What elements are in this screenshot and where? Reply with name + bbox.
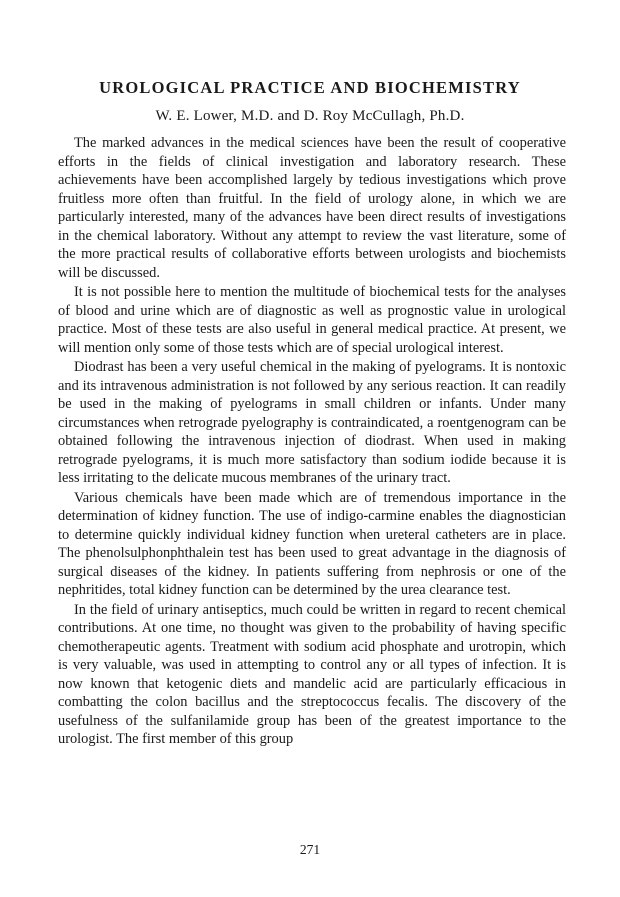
paragraph-5: In the field of urinary antiseptics, much could be written in regard to recent chemical contributions. At one time, no thought was given to the probability of having specific chemotherapeutic agents. Treatment with sodium acid phosphate and urotropin, which is very valuable, was used in attempting to control any or all types of infection. It is now known that ketogenic diets and mandelic acid are particularly efficacious in combatting the colon bacillus and the streptococcus fecalis. The discovery of the usefulness of the sulfanilamide group has been of the greatest importance to the urologist. The first member of this group <box>58 601 566 747</box>
article-title: UROLOGICAL PRACTICE AND BIOCHEMISTRY <box>99 78 521 97</box>
paragraph-1: The marked advances in the medical sciences have been the result of cooperative efforts in the fields of clinical investigation and laboratory research. These achievements have been accomplished largely by tedious investigations which prove fruitless more often than fruitful. In the field of urology alone, in which we are particularly interested, many of the advances have been direct results of investigations in the chemical laboratory. Without any attempt to review the vast literature, some of the more practical results of collaborative efforts between urologists and biochemists will be discussed. <box>58 135 566 281</box>
paragraph-2: It is not possible here to mention the multitude of biochemical tests for the analyses of blood and urine which are of diagnostic as well as prognostic value in urological practice. Most of these tests are also useful in general medical practice. At present, we will mention only some of those tests which are of special urological interest. <box>58 284 566 356</box>
article-body <box>58 134 566 749</box>
article-authors: W. E. Lower, M.D. and D. Roy McCullagh, Ph.D. <box>155 108 465 124</box>
paragraph-3: Diodrast has been a very useful chemical in the making of pyelograms. It is nontoxic and its intravenous administration is not followed by any serious reaction. It can readily be used in the making of pyelograms in small children or infants. Under many circumstances when retrograde pyelography is contraindicated, a roentgenogram can be obtained following the intravenous injection of diodrast. When used in making retrograde pyelograms, it is much more satisfactory than sodium iodide because it is less irritating to the delicate mucous membranes of the urinary tract. <box>58 359 566 486</box>
paragraph-4: Various chemicals have been made which are of tremendous importance in the determination of kidney function. The use of indigo-carmine enables the diagnostician to determine quickly individual kidney function when ureteral catheters are in place. The phenolsulphonphthalein test has been used to great advantage in the diagnosis of surgical diseases of the kidney. In patients suffering from nephrosis or one of the nephritides, total kidney function can be determined by the urea clearance test. <box>58 489 566 598</box>
page-number: 271 <box>299 842 321 857</box>
